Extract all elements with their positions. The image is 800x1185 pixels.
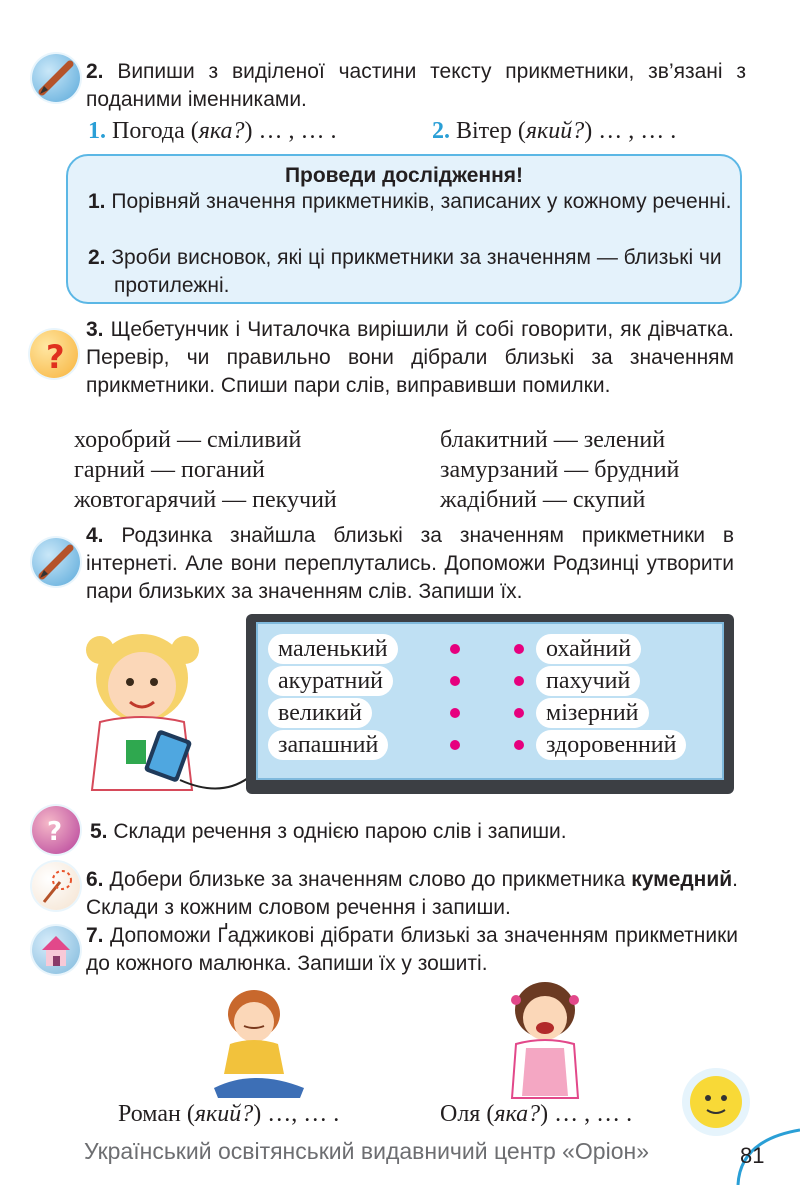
task-2-instruction [86,58,746,114]
item-tail: ) … , … . [584,118,677,144]
caption-tail: ) … , … . [540,1101,633,1127]
pair-left-2: гарний — поганий [74,457,265,483]
match-dot[interactable] [450,644,460,654]
svg-text:?: ? [46,338,65,376]
research-title: Проведи дослідження! [284,164,524,187]
pair-right-1: блакитний — зелений [440,427,666,453]
question: який? [194,1101,254,1127]
caption-name: Роман ( [118,1101,195,1127]
task-number: 7. [86,924,104,947]
caption-olia [440,1100,632,1129]
research-item-1 [88,188,754,216]
svg-text:?: ? [47,817,63,847]
girl-laughing-illustration [490,978,600,1100]
task-4-instruction [86,522,734,606]
item-number: 2. [88,246,106,269]
page-number: 81 [740,1143,765,1168]
research-item-2 [88,244,734,300]
tv-screen [246,614,734,794]
right-word-3: мізерний [536,698,649,728]
task-6-instruction [86,866,738,922]
right-word-1: охайний [536,634,641,664]
task-7-instruction [86,922,738,978]
question: яка? [198,118,245,144]
task-text: Родзинка знайшла близькі за значенням прикметники в інтернеті. Але вони переплутались. Допоможи Родзинці утворити пари близьких за значенням слів. Запиши їх. [86,524,734,603]
match-dot[interactable] [450,740,460,750]
item-number: 1. [88,118,106,144]
pair-left-3: жовтогарячий — пекучий [74,487,337,513]
question-mark-icon [30,330,78,378]
left-word-4: запашний [268,730,388,760]
task-number: 3. [86,318,104,341]
left-word-1: маленький [268,634,398,664]
left-word-3: великий [268,698,372,728]
task-2-item-2 [432,117,676,146]
item-tail: ) … , … . [244,118,337,144]
match-dot[interactable] [450,708,460,718]
sparkle-wand-icon [32,862,80,910]
key-word: кумедний [631,868,733,891]
publisher-footer: Український освітянський видавничий центр «Оріон» [84,1138,649,1164]
task-text: Щебетунчик і Читалочка вирішили й собі говорити, як дівчатка. Перевір, чи правильно вони дібрали близькі за значенням прикметники. Спиши пари слів, виправивши помилки. [86,318,735,397]
task-number: 6. [86,868,104,891]
question: яка? [494,1101,541,1127]
item-number: 1. [88,190,106,213]
item-text: Вітер ( [456,118,526,144]
question-mark-icon [32,806,80,854]
girl-with-tablet-illustration [70,620,250,800]
pair-right-2: замурзаний — брудний [440,457,680,483]
item-number: 2. [432,118,450,144]
pair-left-1: хоробрий — сміливий [74,427,302,453]
task-text: Добери близьке за значенням слово до прикметника [109,868,632,891]
item-text: Зроби висновок, які ці прикметники за значенням — близькі чи протилежні. [111,246,722,297]
task-text-end: . Склади з кожним словом речення і запиши. [86,868,738,919]
task-2-item-1 [88,117,337,146]
boy-illustration [204,988,314,1100]
caption-tail: ) …, … . [253,1101,340,1127]
task-number: 4. [86,524,104,547]
pen-icon [32,54,80,102]
pen-icon [32,538,80,586]
item-text: Погода ( [112,118,199,144]
caption-roman [118,1100,339,1129]
task-text: Допоможи Ґаджикові дібрати близькі за значенням прикметники до кожного малюнка. Запиши їх у зошиті. [86,924,738,975]
question: який? [525,118,585,144]
left-word-2: акуратний [268,666,393,696]
match-dot[interactable] [514,676,524,686]
task-number: 2. [86,60,104,83]
research-box [66,154,742,304]
item-text: Порівняй значення прикметників, записаних у кожному реченні. [111,190,732,213]
house-icon [32,926,80,974]
task-text: Склади речення з однією парою слів і запиши. [113,820,567,843]
match-dot[interactable] [514,708,524,718]
right-word-2: пахучий [536,666,640,696]
caption-name: Оля ( [440,1101,495,1127]
task-number: 5. [90,820,108,843]
tv-display [256,622,724,780]
match-dot[interactable] [450,676,460,686]
match-dot[interactable] [514,740,524,750]
task-5-instruction [90,818,730,846]
right-word-4: здоровенний [536,730,686,760]
task-3-instruction [86,316,734,400]
pair-right-3: жадібний — скупий [440,487,646,513]
task-text: Випиши з виділеної частини тексту прикметники, зв’язані з поданими іменниками. [86,60,746,111]
match-dot[interactable] [514,644,524,654]
